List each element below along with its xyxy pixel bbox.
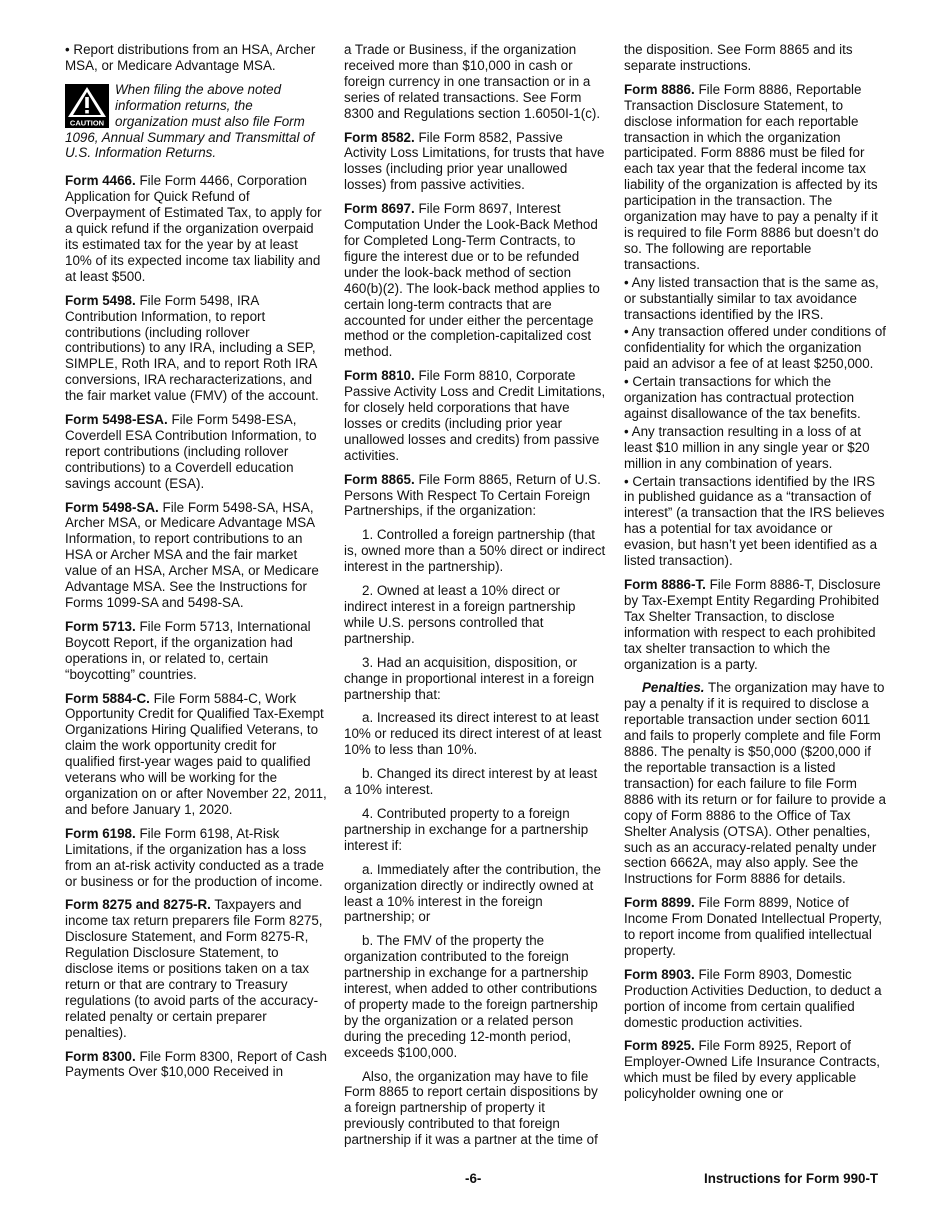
form-8300-text: File Form 8300, Report of Cash Payments Over $10,000 Received in [65,1048,328,1080]
form-8886-text: File Form 8886, Reportable Transaction Disclosure Statement, to disclose information for each reportable transaction in which the organization participated. Form 8886 must be filed for each tax year that the federal income tax liability of the organization is affected by its participation in the transaction. The organization may have to pay a penalty if it is required to file Form 8886 but doesn’t do so. The following are reportable transactions. [624,81,879,272]
list-item-3: 3. Had an acquisition, disposition, or change in proportional interest in a foreign partnership that: [344,654,595,702]
form-5884-c-heading: Form 5884-C. [65,690,150,706]
list-item-4a: a. Immediately after the contribution, the organization directly or indirectly owned at least a 10% interest in the foreign partnership; or [344,861,601,925]
form-8810 [344,368,606,463]
form-8300-continued: a Trade or Business, if the organization received more than $10,000 in cash or foreign currency in one transaction or in a series of related transactions. See Form 8300 and Regulations section 1.6050I-1(c). [344,42,601,121]
form-8886 [624,82,886,273]
list-item-3a: a. Increased its direct interest to at least 10% or reduced its direct interest of at least 10% to less than 10%. [344,710,602,758]
page-number: -6- [465,1171,482,1186]
form-5498-sa-text: File Form 5498-SA, HSA, Archer MSA, or Medicare Advantage MSA Information, to report contributions to an HSA or Archer MSA and the fair market value of an HSA, Archer MSA, or Medicare Advantage MSA. See the Instructions for Forms 1099-SA and 5498-SA. [65,499,319,610]
form-8810-heading: Form 8810. [344,368,415,384]
form-8903-text: File Form 8903, Domestic Production Activities Deduction, to deduct a portion of income from certain qualified domestic production activities. [624,966,882,1030]
caution-icon-label: CAUTION [69,118,105,128]
form-8275-text: Taxpayers and income tax return preparers file Form 8275, Disclosure Statement, and Form 8275-R, Regulation Disclosure Statement, to disclose items or positions taken on a tax return or that are contrary to Treasury regulations (to avoid parts of the accuracy-related penalty or certain preparer penalties). [65,897,323,1040]
list-item-3b: b. Changed its direct interest by at least a 10% interest. [344,766,598,798]
form-8925 [624,1038,886,1102]
form-4466-heading: Form 4466. [65,173,136,189]
form-4466-text: File Form 4466, Corporation Application for Quick Refund of Overpayment of Estimated Tax, to apply for a quick refund if the organization overpaid its estimated tax for the year by at least 10% of its expected income tax liability and at least $500. [65,173,322,284]
list-item-4b: b. The FMV of the property the organization contributed to the foreign partnership in exchange for a partnership interest, when added to other contributions of property made to the foreign partnership by the organization or a related person during the preceding 12-month period, exceeds $100,000. [344,933,598,1060]
form-8810-text: File Form 8810, Corporate Passive Activity Loss and Credit Limitations, for closely held corporations that have losses or credits (including prior year unallowed losses and credits) from passive activities. [344,368,606,463]
document-title: Instructions for Form 990-T [704,1171,879,1186]
form-5498-esa-heading: Form 5498-ESA. [65,412,168,428]
penalties-heading: Penalties. [642,680,705,696]
form-5713-heading: Form 5713. [65,618,136,634]
form-8925-text: File Form 8925, Report of Employer-Owned Life Insurance Contracts, which must be filed by every applicable policyholder owning one or [624,1038,881,1102]
penalties [624,680,886,887]
form-8903-heading: Form 8903. [624,966,695,982]
form-8899-text: File Form 8899, Notice of Income From Donated Intellectual Property, to report income from qualified intellectual property. [624,895,883,958]
form-8582 [344,130,606,194]
form-8865 [344,472,606,520]
form-8903 [624,967,886,1031]
reportable-bullet-2: • Any transaction offered under conditions of confidentiality for which the organization paid an advisor a fee of at least $250,000. [624,324,887,372]
form-8582-heading: Form 8582. [344,129,415,145]
caution-icon [65,84,109,128]
form-5498-sa [65,500,327,611]
form-4466 [65,173,327,284]
form-8697-text: File Form 8697, Interest Computation Under the Look-Back Method for Completed Long-Term Contracts, to figure the interest due or to be refunded under the look-back method of section 460(b)(2). The look-back method applies to certain long-term contracts that are accounted for under either the percentage method or the completion-capitalized cost method. [344,201,600,360]
form-5713-text: File Form 5713, International Boycott Report, if the organization had operations in, or related to, certain “boycotting” countries. [65,618,311,682]
form-5884-c-text: File Form 5884-C, Work Opportunity Credit for Qualified Tax-Exempt Organizations Hiring Qualified Veterans, to claim the work opportunity credit for qualified first-year wages paid to qualified veterans who will be working for the organization on or after November 22, 2011, and before January 1, 2020. [65,690,327,817]
list-item-4: 4. Contributed property to a foreign partnership in exchange for a partnership interest if: [344,805,589,853]
list-item-2: 2. Owned at least a 10% direct or indirect interest in a foreign partnership while U.S. persons controlled that partnership. [344,583,576,646]
form-8865-heading: Form 8865. [344,471,415,487]
reportable-bullet-5: • Certain transactions identified by the IRS in published guidance as a “transaction of interest” (a transaction that the IRS believes has a potential for tax avoidance or evasion, but hasn’t yet been identified as a listed transaction). [624,473,885,569]
form-8865-continued: the disposition. See Form 8865 and its separate instructions. [624,42,853,73]
form-5498-esa-text: File Form 5498-ESA, Coverdell ESA Contribution Information, to report contributions (including rollover contributions) to a Coverdell education savings account (ESA). [65,412,317,491]
form-8899-heading: Form 8899. [624,895,695,911]
form-5713 [65,619,327,683]
form-8300 [65,1049,327,1081]
column-3 [624,42,886,1110]
form-8886-t [624,577,886,672]
penalties-text: The organization may have to pay a penalty if it is required to disclose a reportable transaction under section 6011 and fails to properly complete and file Form 8886. The penalty is $50,000 ($200,000 if the reportable transaction is a listed transaction) for each failure to file Form 8886 with its return or for failure to provide a copy of Form 8886 to the Office of Tax Shelter Analysis (OTSA). Other penalties, such as an accuracy-related penalty under section 6662A, may also apply. See the Instructions for Form 8886 for details. [624,680,886,887]
form-8925-heading: Form 8925. [624,1038,695,1054]
form-5498-sa-heading: Form 5498-SA. [65,499,159,515]
form-8886-t-text: File Form 8886-T, Disclosure by Tax-Exempt Entity Regarding Prohibited Tax Shelter Transaction, to disclose information with respect to each prohibited tax shelter transaction to which the organization is a party. [624,577,881,672]
form-6198-heading: Form 6198. [65,825,136,841]
form-5498 [65,293,327,404]
form-8275-heading: Form 8275 and 8275-R. [65,897,211,913]
form-8899 [624,895,886,959]
reportable-bullet-4: • Any transaction resulting in a loss of at least $10 million in any single year or $20 million in any combination of years. [624,423,870,471]
caution-note [65,82,327,162]
form-5498-heading: Form 5498. [65,292,136,308]
form-6198-text: File Form 6198, At-Risk Limitations, if the organization has a loss from an at-risk activity conducted as a trade or business or for the production of income. [65,825,324,889]
form-8300-heading: Form 8300. [65,1048,136,1064]
caution-text-a: When filing the above noted information returns, the organization must also file Form [115,81,305,129]
form-6198 [65,826,327,890]
reportable-bullet-1: • Any listed transaction that is the same as, or substantially similar to tax avoidance transactions identified by the IRS. [624,274,879,322]
form-8697-heading: Form 8697. [344,201,415,217]
form-8886-t-heading: Form 8886-T. [624,577,706,592]
hsa-bullet: • Report distributions from an HSA, Archer MSA, or Medicare Advantage MSA. [65,42,316,73]
reportable-bullet-3: • Certain transactions for which the organization has contractual protection against disallowance of the tax benefits. [624,374,861,421]
form-8582-text: File Form 8582, Passive Activity Loss Limitations, for trusts that have losses (including prior year unallowed losses) from passive activities. [344,129,605,193]
form-5498-text: File Form 5498, IRA Contribution Information, to report contributions (including rollover contributions) to any IRA, including a SEP, SIMPLE, Roth IRA, and to report Roth IRA conversions, IRA recharacterizations, and the fair market value (FMV) of the account. [65,292,319,404]
form-5884-c [65,691,327,818]
form-8865-also: Also, the organization may have to file Form 8865 to report certain dispositions by a foreign partnership of property it previously contributed to that foreign partnership if it was a partner at the time of [344,1068,598,1148]
form-8886-heading: Form 8886. [624,81,695,97]
column-2 [344,42,606,1156]
list-item-1: 1. Controlled a foreign partnership (that is, owned more than a 50% direct or indirect interest in the partnership). [344,527,606,575]
form-8275 [65,897,327,1040]
form-8697 [344,201,606,360]
caution-text-b: 1096, Annual Summary and Transmittal of U.S. Information Returns. [65,129,315,161]
form-5498-esa [65,412,327,492]
column-1 [65,42,327,1088]
form-8865-text: File Form 8865, Return of U.S. Persons With Respect To Certain Foreign Partnerships, if the organization: [344,471,601,519]
